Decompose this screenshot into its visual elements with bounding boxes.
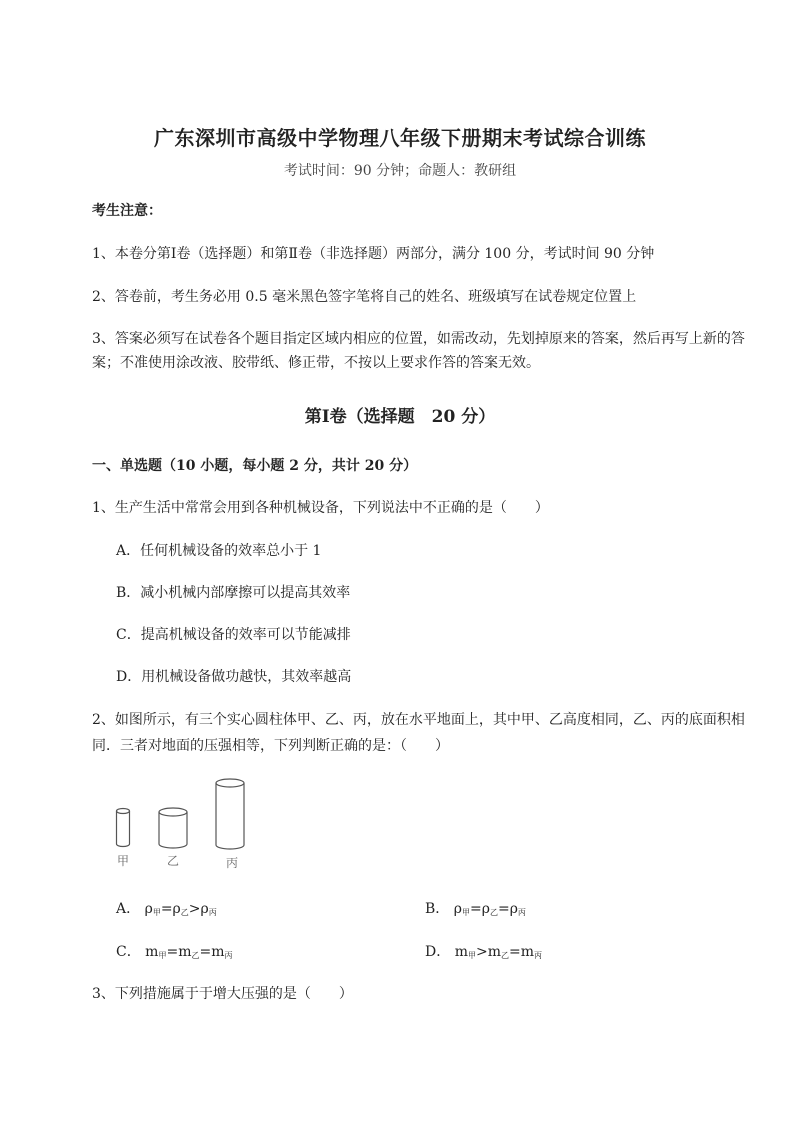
question-2-option-b: B． $\rho_甲=\rho_乙=\rho_丙$ bbox=[425, 901, 526, 917]
figure-label-yi: 乙 bbox=[166, 854, 180, 868]
figure-label-jia: 甲 bbox=[116, 854, 130, 868]
cylinder-bing bbox=[216, 779, 244, 849]
question-2-option-d: D． $m_甲>m_乙=m_丙$ bbox=[425, 944, 542, 960]
question-1-option-b: B．减小机械内部摩擦可以提高其效率 bbox=[116, 585, 351, 601]
notice-item-2: 2、答卷前，考生务必用 0.5 毫米黑色签字笔将自己的姓名、班级填写在试卷规定位置上 bbox=[92, 289, 637, 305]
question-1-option-c: C．提高机械设备的效率可以节能减排 bbox=[116, 627, 351, 643]
cylinder-yi bbox=[159, 808, 187, 848]
part-heading: 一、单选题（10 小题，每小题 2 分，共计 20 分） bbox=[92, 458, 418, 474]
notice-item-3: 3、答案必须写在试卷各个题目指定区域内相应的位置，如需改动，先划掉原来的答案，然后再写上新的答案；不准使用涂改液、胶带纸、修正带，不按以上要求作答的答案无效。 bbox=[92, 331, 745, 371]
notice-item-1: 1、本卷分第Ⅰ卷（选择题）和第Ⅱ卷（非选择题）两部分，满分 100 分，考试时间 90 分钟 bbox=[92, 246, 655, 262]
exam-subtitle: 考试时间：90 分钟；命题人：教研组 bbox=[283, 163, 517, 179]
question-1-stem: 1、生产生活中常常会用到各种机械设备，下列说法中不正确的是（ ） bbox=[92, 500, 549, 516]
question-2-option-a: A． $\rho_甲=\rho_乙>\rho_丙$ bbox=[116, 901, 217, 917]
cylinders-figure bbox=[105, 770, 265, 880]
question-1-option-a: A．任何机械设备的效率总小于 1 bbox=[116, 543, 322, 559]
page-title: 广东深圳市高级中学物理八年级下册期末考试综合训练 bbox=[154, 126, 646, 150]
question-2-stem: 2、如图所示，有三个实心圆柱体甲、乙、丙，放在水平地面上，其中甲、乙高度相同，乙、丙的底面积相同．三者对地面的压强相等，下列判断正确的是：（ ） bbox=[92, 712, 745, 754]
cylinder-jia bbox=[117, 809, 130, 847]
question-3-stem: 3、下列措施属于于增大压强的是（ ） bbox=[92, 986, 353, 1002]
question-1-option-d: D．用机械设备做功越快，其效率越高 bbox=[116, 669, 352, 685]
figure-label-bing: 丙 bbox=[225, 856, 239, 870]
question-2-option-c: C． $m_甲=m_乙=m_丙$ bbox=[116, 944, 233, 960]
notice-heading: 考生注意： bbox=[92, 203, 162, 219]
section-title: 第Ⅰ卷（选择题 20 分） bbox=[304, 407, 496, 427]
